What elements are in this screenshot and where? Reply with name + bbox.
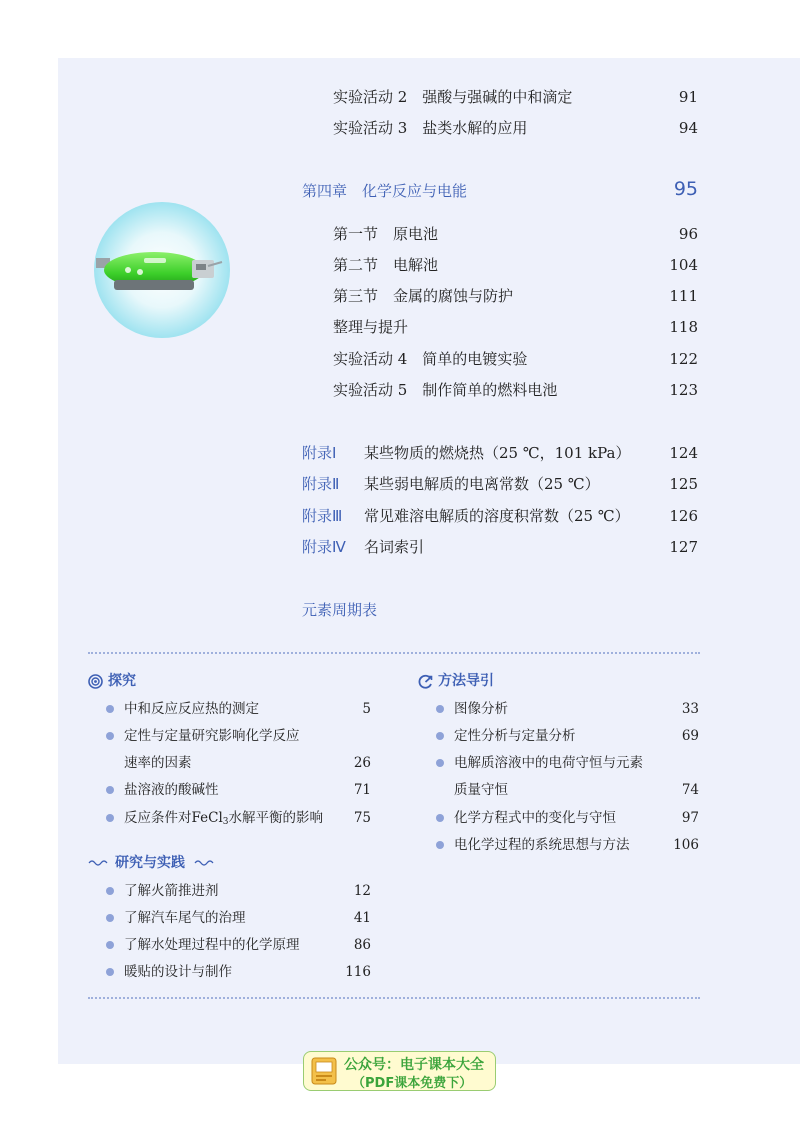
bullet (436, 705, 444, 713)
item-label: 中和反应反应热的测定 (124, 701, 259, 717)
research-item[interactable] (106, 962, 371, 982)
toc-label: 第一节 原电池 (333, 225, 439, 243)
bullet (436, 732, 444, 740)
explore-item[interactable] (106, 808, 371, 828)
bullet (436, 759, 444, 767)
item-label-pre: 反应条件对FeCl (124, 810, 223, 826)
appendix-page: 125 (669, 475, 698, 493)
toc-label: 第二节 电解池 (333, 256, 439, 274)
explore-item-continued[interactable] (106, 753, 371, 773)
appendix-page: 124 (669, 444, 698, 462)
bullet (106, 786, 114, 794)
item-page: 71 (353, 782, 371, 798)
bullet (436, 814, 444, 822)
item-label: 了解水处理过程中的化学原理 (124, 937, 300, 953)
chapter-page: 95 (673, 178, 698, 200)
appendix-page: 127 (669, 538, 698, 556)
research-item[interactable] (106, 881, 371, 901)
item-page: 74 (681, 782, 699, 798)
toc-entry-summary[interactable] (333, 315, 698, 339)
appendix-entry-4[interactable] (302, 535, 698, 559)
research-heading (88, 853, 221, 873)
appendix-tag: 附录Ⅳ (302, 538, 346, 556)
method-heading (418, 671, 494, 691)
method-item[interactable] (436, 753, 699, 773)
method-title: 方法导引 (438, 673, 494, 689)
toc-entry-section3[interactable] (333, 284, 698, 308)
bullet (106, 887, 114, 895)
appendix-tag: 附录Ⅱ (302, 475, 340, 493)
toc-page: 111 (669, 287, 698, 305)
item-page: 75 (353, 810, 371, 826)
item-label: 定性分析与定量分析 (454, 728, 576, 744)
toc-entry-activity5[interactable] (333, 378, 698, 402)
toc-page: 104 (669, 256, 698, 274)
toc-page: 94 (678, 119, 698, 137)
item-page: 5 (362, 701, 371, 717)
method-item[interactable] (436, 699, 699, 719)
toc-label: 整理与提升 (333, 318, 409, 336)
appendix-label: 常见难溶电解质的溶度积常数（25 ℃） (364, 507, 630, 525)
toc-label: 实验活动 4 简单的电镀实验 (333, 350, 528, 368)
item-page: 12 (353, 883, 371, 899)
item-page: 86 (353, 937, 371, 953)
appendix-label: 某些物质的燃烧热（25 ℃，101 kPa） (364, 444, 631, 462)
item-label: 暖贴的设计与制作 (124, 964, 232, 980)
item-page: 97 (681, 810, 699, 826)
toc-entry-section2[interactable] (333, 253, 698, 277)
appendix-tag: 附录Ⅲ (302, 507, 343, 525)
submersible-illustration (92, 200, 232, 340)
item-label: 了解汽车尾气的治理 (124, 910, 246, 926)
toc-entry-activity4[interactable] (333, 347, 698, 371)
item-label: 盐溶液的酸碱性 (124, 782, 219, 798)
toc-label: 实验活动 5 制作简单的燃料电池 (333, 381, 558, 399)
toc-label: 第三节 金属的腐蚀与防护 (333, 287, 514, 305)
watermark-line2: （PDF课本免费下） (352, 1076, 473, 1091)
item-label: 质量守恒 (454, 782, 508, 798)
item-label-post: 水解平衡的影响 (228, 810, 323, 826)
toc-page: 123 (669, 381, 698, 399)
wave-left-icon (88, 859, 110, 867)
toc-entry-activity3[interactable] (333, 116, 698, 140)
method-item[interactable] (436, 835, 699, 855)
explore-item[interactable] (106, 780, 371, 800)
item-page: 106 (673, 837, 699, 853)
watermark-line1: 公众号：电子课本大全 (344, 1057, 484, 1073)
item-label: 速率的因素 (124, 755, 192, 771)
appendix-tag: 附录Ⅰ (302, 444, 337, 462)
item-page: 116 (345, 964, 371, 980)
appendix-label: 名词索引 (364, 538, 425, 556)
appendix-page: 126 (669, 507, 698, 525)
item-label: 化学方程式中的变化与守恒 (454, 810, 616, 826)
item-label: 定性与定量研究影响化学反应 (124, 728, 300, 744)
method-icon (418, 674, 433, 689)
chapter-title: 第四章 化学反应与电能 (302, 182, 468, 200)
explore-item[interactable] (106, 699, 371, 719)
research-title: 研究与实践 (115, 855, 185, 871)
toc-page: 122 (669, 350, 698, 368)
explore-title: 探究 (108, 673, 136, 689)
book-logo-icon (310, 1056, 338, 1086)
target-icon (88, 674, 103, 689)
divider-top (88, 652, 700, 654)
bullet (436, 841, 444, 849)
toc-label: 实验活动 3 盐类水解的应用 (333, 119, 528, 137)
chapter-heading[interactable] (302, 178, 698, 204)
toc-entry-activity2[interactable] (333, 85, 698, 109)
toc-label: 实验活动 2 强酸与强碱的中和滴定 (333, 88, 573, 106)
toc-page: 118 (669, 318, 698, 336)
item-page: 41 (353, 910, 371, 926)
explore-item[interactable] (106, 726, 371, 746)
item-label: 图像分析 (454, 701, 508, 717)
research-item[interactable] (106, 935, 371, 955)
explore-heading (88, 671, 136, 691)
bullet (106, 732, 114, 740)
wave-right-icon (194, 859, 216, 867)
item-page: 69 (681, 728, 699, 744)
divider-bottom (88, 997, 700, 999)
watermark-badge (303, 1051, 496, 1091)
toc-entry-section1[interactable] (333, 222, 698, 246)
bullet (106, 914, 114, 922)
periodic-table-link[interactable]: 元素周期表 (302, 601, 378, 619)
appendix-entry-2[interactable] (302, 472, 698, 496)
bullet (106, 705, 114, 713)
bullet (106, 941, 114, 949)
item-label (124, 808, 323, 832)
item-label: 了解火箭推进剂 (124, 883, 219, 899)
appendix-entry-1[interactable] (302, 441, 698, 465)
method-item[interactable] (436, 726, 699, 746)
item-label: 电解质溶液中的电荷守恒与元素 (454, 755, 643, 771)
toc-page: 96 (678, 225, 698, 243)
bullet (106, 814, 114, 822)
item-label: 电化学过程的系统思想与方法 (454, 837, 630, 853)
method-item[interactable] (436, 808, 699, 828)
bullet (106, 968, 114, 976)
appendix-entry-3[interactable] (302, 504, 698, 528)
toc-page: 91 (678, 88, 698, 106)
method-item-continued[interactable] (436, 780, 699, 800)
research-item[interactable] (106, 908, 371, 928)
item-page: 33 (681, 701, 699, 717)
appendix-label: 某些弱电解质的电离常数（25 ℃） (364, 475, 600, 493)
item-page: 26 (353, 755, 371, 771)
subscript: 3 (222, 817, 229, 827)
